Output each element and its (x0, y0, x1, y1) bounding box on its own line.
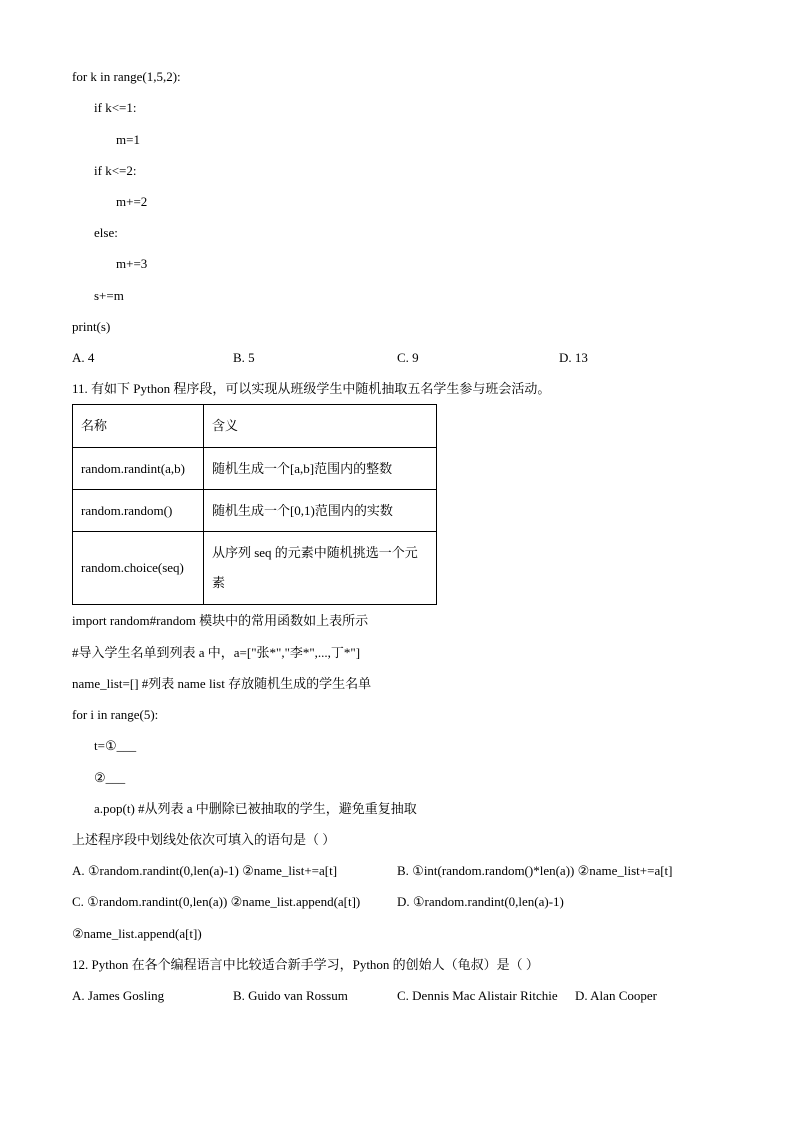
q11-code-comment: #导入学生名单到列表 a 中，a=["张*","李*",...,丁*"] (72, 645, 361, 660)
code-line-if2: if k<=2: (94, 163, 137, 178)
table-cell: 从序列 seq 的元素中随机挑选一个元素 (203, 532, 436, 605)
q11-code-import: import random#random 模块中的常用函数如上表所示 (72, 613, 369, 628)
q12-option-d: D. Alan Cooper (575, 988, 657, 1003)
q11-question: 上述程序段中划线处依次可填入的语句是（ ） (72, 832, 336, 847)
q11-option-b: B. ①int(random.random()*len(a)) ②name_list+=a[t] (397, 863, 673, 878)
q12-option-a: A. James Gosling (72, 988, 165, 1003)
q11-code-namelist: name_list=[] #列表 name list 存放随机生成的学生名单 (72, 676, 372, 691)
code-line-assign1: m=1 (116, 132, 140, 147)
table-cell: random.choice(seq) (73, 532, 204, 605)
code-line-for: for k in range(1,5,2): (72, 69, 181, 84)
q11-stem: 11. 有如下 Python 程序段，可以实现从班级学生中随机抽取五名学生参与班会活动。 (72, 381, 551, 396)
q10-option-b: B. 5 (233, 350, 255, 365)
table-header-row (73, 405, 437, 448)
q12-stem: 12. Python 在各个编程语言中比较适合新手学习，Python 的创始人（龟叔）是（ ） (72, 957, 539, 972)
table-cell: random.randint(a,b) (73, 448, 204, 490)
code-line-else: else: (94, 225, 118, 240)
table-row (73, 448, 437, 490)
table-header-cell: 含义 (203, 405, 436, 448)
q11-code-blank1: t=①___ (94, 738, 137, 753)
table-cell: 随机生成一个[a,b]范围内的整数 (203, 448, 436, 490)
code-line-assign2: m+=2 (116, 194, 148, 209)
q11-option-d-cont: ②name_list.append(a[t]) (72, 926, 202, 941)
q11-option-d: D. ①random.randint(0,len(a)-1) (397, 894, 564, 909)
q11-option-c: C. ①random.randint(0,len(a)) ②name_list.append(a[t]) (72, 894, 361, 909)
code-line-assign3: m+=3 (116, 256, 148, 271)
q11-code-pop: a.pop(t) #从列表 a 中删除已被抽取的学生，避免重复抽取 (94, 801, 417, 816)
q11-option-a: A. ①random.randint(0,len(a)-1) ②name_list+=a[t] (72, 863, 338, 878)
q12-option-c: C. Dennis Mac Alistair Ritchie (397, 988, 558, 1003)
code-line-print: print(s) (72, 319, 111, 334)
q11-code-for: for i in range(5): (72, 707, 159, 722)
q11-code-blank2: ②___ (94, 770, 126, 785)
q12-option-b: B. Guido van Rossum (233, 988, 348, 1003)
q10-option-c: C. 9 (397, 350, 419, 365)
code-line-if1: if k<=1: (94, 100, 137, 115)
table-cell: random.random() (73, 490, 204, 532)
table-row (73, 532, 437, 605)
table-row (73, 490, 437, 532)
function-table (72, 404, 437, 605)
q10-option-a: A. 4 (72, 350, 95, 365)
q10-option-d: D. 13 (559, 350, 588, 365)
code-line-sum: s+=m (94, 288, 124, 303)
table-cell: 随机生成一个[0,1)范围内的实数 (203, 490, 436, 532)
table-header-cell: 名称 (73, 405, 204, 448)
